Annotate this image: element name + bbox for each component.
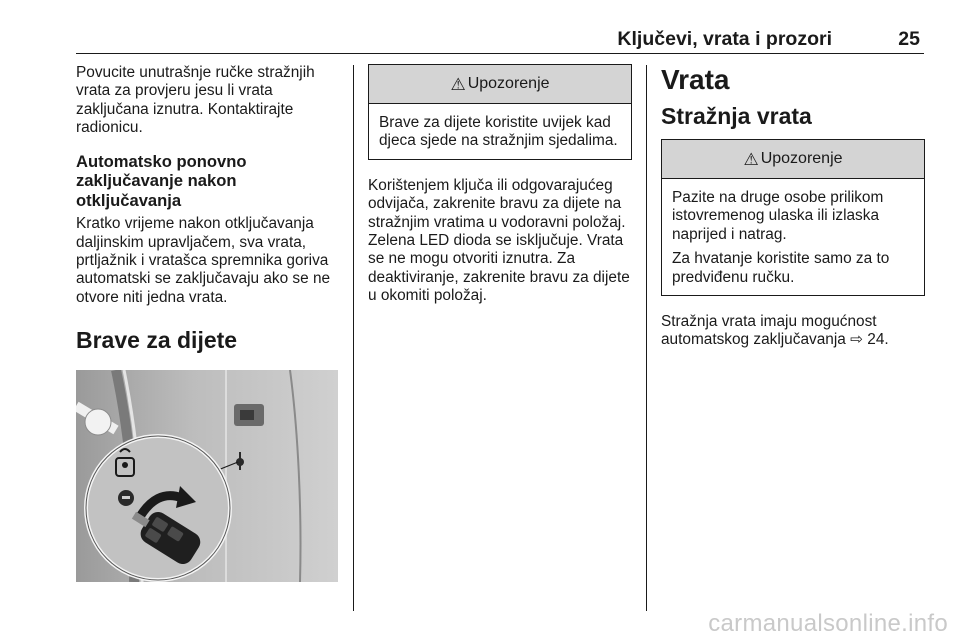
watermark: carmanualsonline.info [708, 610, 948, 637]
column-divider-right [646, 65, 647, 611]
rear-door-paragraph [661, 313, 925, 350]
rear-door-text: Stražnja vrata imaju mogućnost automatskog zaključavanja [661, 313, 877, 349]
warning-text: Brave za dijete koristite uvijek kad djeca sjede na stražnjim sjedalima. [379, 114, 618, 150]
page-reference-arrow-icon: ⇨ [850, 331, 863, 349]
child-locks-heading: Brave za dijete [76, 327, 238, 354]
rear-door-warning-box [661, 139, 925, 296]
page-reference-link[interactable]: 24. [867, 331, 889, 349]
child-lock-instructions: Korištenjem ključa ili odgovarajućeg odvijača, zakrenite bravu za dijete na stražnjim vratima u vodoravni položaj. Zelena LED dioda se isključuje. Vrata se ne mogu otvoriti iznutra. Za deaktiviranje, zakrenite bravu za dijete u okomiti položaj. [368, 176, 630, 305]
warning-text-1: Pazite na druge osobe prilikom istovremenog ulaska ili izlaska naprijed i natrag. [672, 189, 884, 243]
column-left [76, 64, 338, 582]
warning-triangle-icon: ⚠ [743, 149, 759, 169]
page-header [76, 0, 924, 54]
intro-paragraph: Povucite unutrašnje ručke stražnjih vrata za provjeru jesu li vrata zaključana iznutra. Kontaktirajte radionicu. [76, 64, 315, 137]
section-heading: Vrata [661, 64, 730, 95]
rear-doors-heading: Stražnja vrata [661, 103, 812, 129]
warning-header [662, 140, 924, 179]
warning-header [369, 65, 631, 104]
warning-title: Upozorenje [467, 75, 550, 92]
auto-relock-heading: Automatsko ponovno zaključavanje nakon otključavanja [76, 151, 247, 210]
chapter-title: Ključevi, vrata i prozori [617, 28, 832, 50]
warning-text-2: Za hvatanje koristite samo za to predviđenu ručku. [672, 250, 890, 286]
child-lock-warning-box [368, 64, 632, 160]
column-right [661, 64, 925, 350]
column-middle [368, 64, 632, 306]
page-number: 25 [898, 28, 920, 50]
warning-triangle-icon: ⚠ [450, 74, 466, 94]
column-divider-left [353, 65, 354, 611]
warning-title: Upozorenje [760, 150, 843, 167]
auto-relock-paragraph: Kratko vrijeme nakon otključavanja daljinskim upravljačem, sva vrata, prtljažnik i vratašca spremnika goriva automatski se zaključavaju ako se ne otvore niti jedna vrata. [76, 215, 331, 306]
child-lock-illustration [76, 370, 338, 582]
